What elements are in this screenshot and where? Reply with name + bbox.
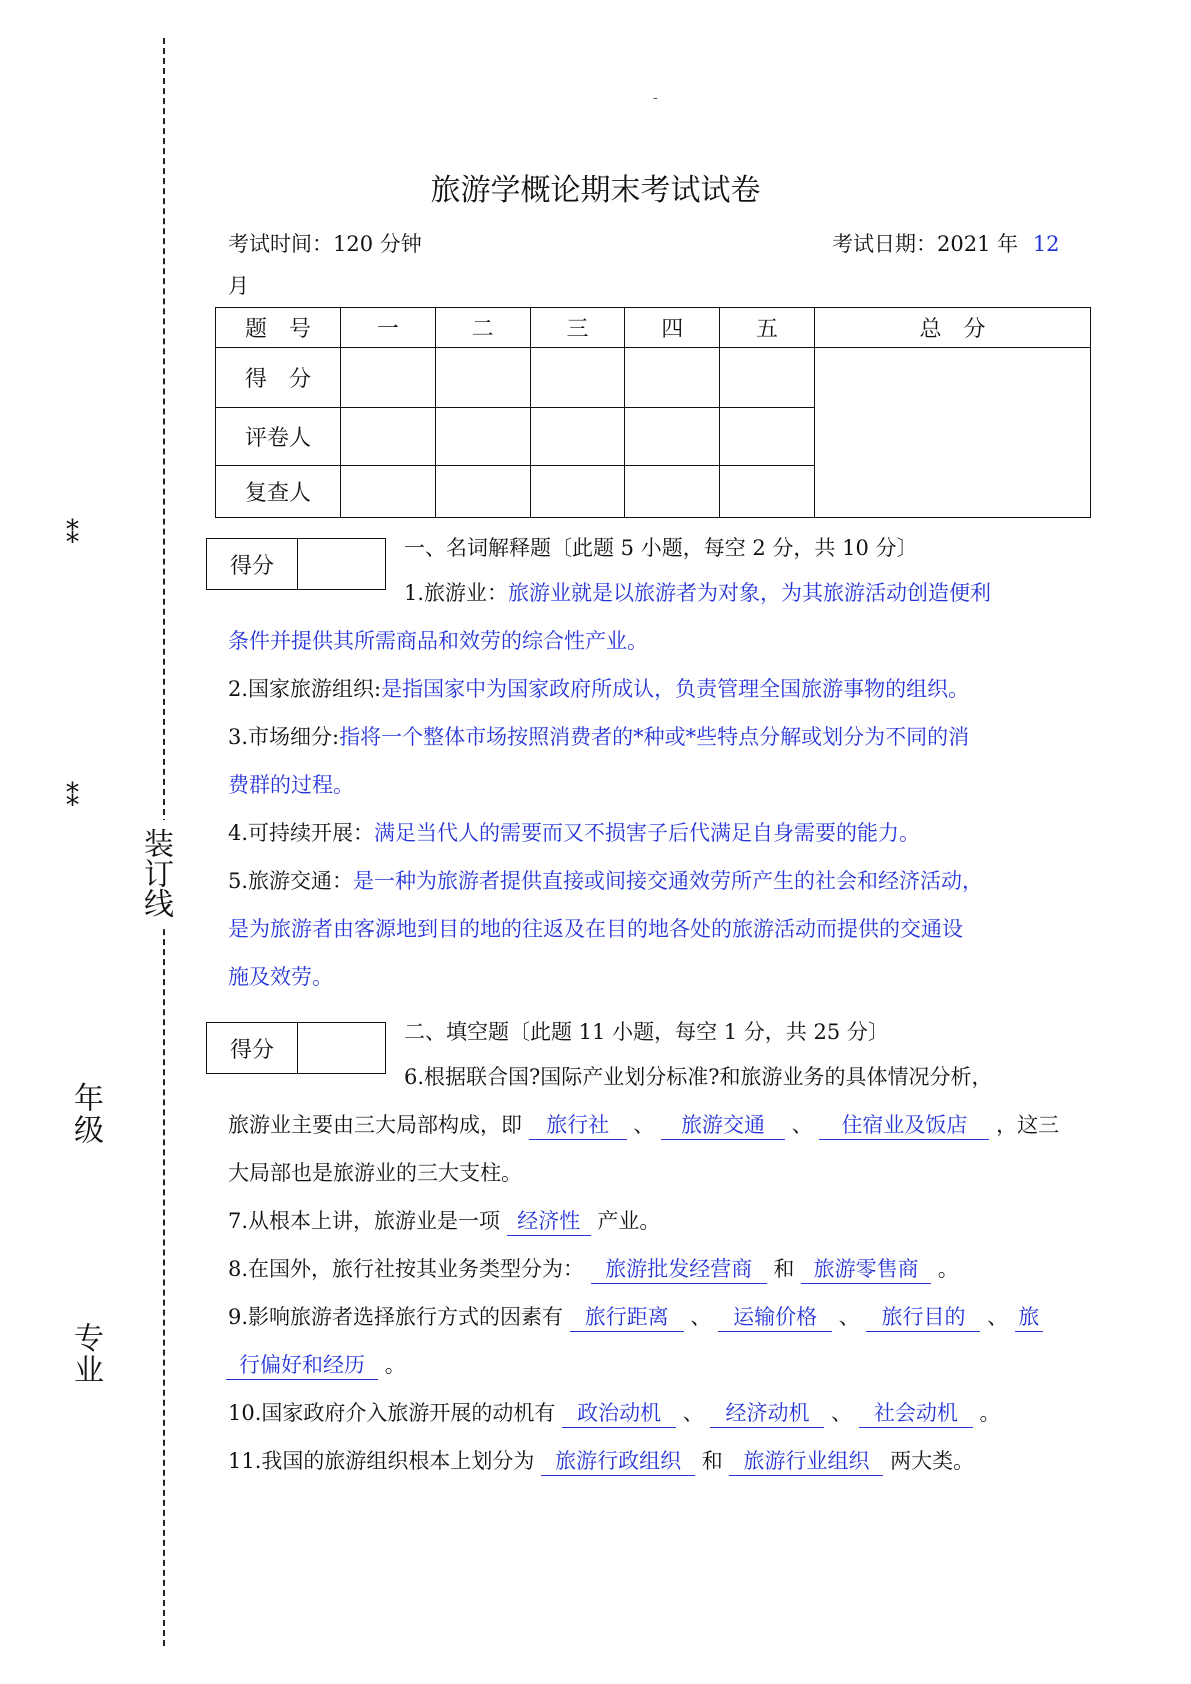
score-cell[interactable]: [341, 348, 436, 408]
grader-cell[interactable]: [435, 408, 530, 466]
answer-blank[interactable]: 旅游行业组织: [729, 1448, 883, 1476]
header-cell: 五: [720, 308, 815, 348]
answer-blank[interactable]: 旅行社: [529, 1112, 627, 1140]
q-text: 7.从根本上讲，旅游业是一项: [228, 1209, 501, 1233]
answer-blank[interactable]: 住宿业及饭店: [819, 1112, 989, 1140]
q-sep: 、: [831, 1401, 853, 1425]
section1-heading: 一、名词解释题〔此题 5 小题，每空 2 分，共 10 分〕: [404, 536, 918, 560]
q-text: 。: [937, 1257, 959, 1281]
score-cell[interactable]: [435, 348, 530, 408]
row-label: 复查人: [216, 466, 341, 518]
term-answer-cont: 施及效劳。: [228, 965, 333, 989]
page-top-mark: -: [653, 90, 658, 106]
q-text: 。: [979, 1401, 1001, 1425]
term-label: 5.旅游交通：: [228, 869, 354, 893]
answer-blank[interactable]: 社会动机: [859, 1400, 973, 1428]
term-1: [404, 580, 1084, 607]
score-row: [216, 348, 1091, 408]
grade-field-label: 年级: [68, 1082, 103, 1146]
grader-cell[interactable]: [341, 408, 436, 466]
score-cell[interactable]: [720, 348, 815, 408]
reviewer-cell[interactable]: [625, 466, 720, 518]
score-table-header-row: [216, 308, 1091, 348]
q9: [228, 1304, 1088, 1332]
header-cell: 三: [530, 308, 625, 348]
term-answer-cont: 是为旅游者由客源地到目的地的往返及在目的地各处的旅游活动而提供的交通设: [228, 917, 963, 941]
score-cell[interactable]: [625, 348, 720, 408]
exam-date-month-unit: 月: [228, 274, 249, 298]
total-score-cell[interactable]: [814, 348, 1090, 518]
term-label: 4.可持续开展：: [228, 821, 375, 845]
reviewer-cell[interactable]: [341, 466, 436, 518]
answer-blank[interactable]: 旅游批发经营商: [591, 1256, 767, 1284]
answer-blank[interactable]: 旅行距离: [570, 1304, 684, 1332]
margin-star-mark: ⁑: [66, 783, 79, 813]
term-3: [228, 724, 1088, 751]
answer-blank[interactable]: 运输价格: [718, 1304, 832, 1332]
q-text: ，这三: [996, 1113, 1060, 1137]
score-cell[interactable]: [530, 348, 625, 408]
answer-blank[interactable]: 旅: [1015, 1304, 1043, 1332]
term-answer-cont: 条件并提供其所需商品和效劳的综合性产业。: [228, 629, 648, 653]
answer-blank[interactable]: 经济性: [507, 1208, 591, 1236]
term-label: 1.旅游业：: [404, 581, 509, 605]
reviewer-cell[interactable]: [530, 466, 625, 518]
header-cell: 总 分: [814, 308, 1090, 348]
row-label: 得 分: [216, 348, 341, 408]
reviewer-cell[interactable]: [720, 466, 815, 518]
q-text: 两大类。: [890, 1449, 975, 1473]
term-answer: 是一种为旅游者提供直接或间接交通效劳所产生的社会和经济活动，: [353, 869, 984, 893]
term-label: 3.市场细分:: [228, 725, 340, 749]
grader-cell[interactable]: [720, 408, 815, 466]
answer-blank[interactable]: 旅游交通: [661, 1112, 785, 1140]
header-cell: 题 号: [216, 308, 341, 348]
q-sep: 、: [690, 1305, 712, 1329]
header-cell: 四: [625, 308, 720, 348]
term-answer: 满足当代人的需要而又不损害子后代满足自身需要的能力。: [374, 821, 921, 845]
q6-line1: 6.根据联合国?国际产业划分标准?和旅游业务的具体情况分析，: [404, 1065, 993, 1089]
q-sep: 、: [791, 1113, 813, 1137]
q6-line3: 大局部也是旅游业的三大支柱。: [228, 1161, 522, 1185]
term-label: 2.国家旅游组织:: [228, 677, 382, 701]
header-cell: 二: [435, 308, 530, 348]
score-table: [215, 307, 1091, 518]
term-answer: 指将一个整体市场按照消费者的*种或*些特点分解或划分为不同的消: [339, 725, 970, 749]
q-text: 产业。: [597, 1209, 661, 1233]
section2-score-box: [206, 1022, 386, 1074]
answer-blank[interactable]: 政治动机: [562, 1400, 676, 1428]
grader-cell[interactable]: [530, 408, 625, 466]
score-box-label: 得分: [207, 1023, 298, 1073]
term-2: [228, 676, 1088, 703]
major-field-label: 专业: [68, 1322, 103, 1386]
exam-duration: 考试时间：120 分钟: [228, 232, 422, 256]
q-text: 和: [773, 1257, 795, 1281]
term-answer: 是指国家中为国家政府所成认，负责管理全国旅游事物的组织。: [381, 677, 970, 701]
grader-cell[interactable]: [625, 408, 720, 466]
reviewer-cell[interactable]: [435, 466, 530, 518]
score-box-input[interactable]: [298, 1023, 385, 1073]
answer-blank[interactable]: 旅行目的: [866, 1304, 980, 1332]
exam-title: 旅游学概论期末考试试卷: [430, 173, 761, 208]
answer-blank[interactable]: 旅游行政组织: [541, 1448, 695, 1476]
answer-blank[interactable]: 经济动机: [710, 1400, 824, 1428]
binding-line-label: 装订线: [140, 820, 170, 926]
q9-cont: [228, 1352, 1088, 1380]
q-text: 9.影响旅游者选择旅行方式的因素有: [228, 1305, 564, 1329]
q-text: 旅游业主要由三大局部构成，即: [228, 1113, 522, 1137]
q8: [228, 1256, 1088, 1284]
answer-blank[interactable]: 旅游零售商: [801, 1256, 931, 1284]
score-box-label: 得分: [207, 539, 298, 589]
term-answer: 旅游业就是以旅游者为对象，为其旅游活动创造便利: [508, 581, 992, 605]
term-answer-cont: 费群的过程。: [228, 773, 354, 797]
q-text: 。: [384, 1353, 406, 1377]
q-text: 8.在国外，旅行社按其业务类型分为：: [228, 1257, 585, 1281]
q-sep: 、: [682, 1401, 704, 1425]
q11: [228, 1448, 1088, 1476]
q-sep: 、: [987, 1305, 1009, 1329]
exam-date-label: 考试日期：2021 年: [832, 232, 1019, 256]
exam-date-month: 12: [1032, 232, 1060, 256]
term-4: [228, 820, 1088, 847]
q-sep: 、: [838, 1305, 860, 1329]
answer-blank[interactable]: 行偏好和经历: [226, 1352, 378, 1380]
q-sep: 、: [633, 1113, 655, 1137]
margin-star-mark: ⁑: [66, 520, 79, 550]
section2-heading: 二、填空题〔此题 11 小题，每空 1 分，共 25 分〕: [404, 1020, 889, 1044]
section1-score-box: [206, 538, 386, 590]
q-text: 11.我国的旅游组织根本上划分为: [228, 1449, 535, 1473]
q-text: 10.国家政府介入旅游开展的动机有: [228, 1401, 556, 1425]
q-text: 和: [701, 1449, 723, 1473]
row-label: 评卷人: [216, 408, 341, 466]
q7: [228, 1208, 1088, 1236]
q10: [228, 1400, 1088, 1428]
header-cell: 一: [341, 308, 436, 348]
exam-date: [832, 228, 1060, 258]
q6-line2: [228, 1112, 1088, 1140]
term-5: [228, 868, 1088, 895]
score-box-input[interactable]: [298, 539, 385, 589]
